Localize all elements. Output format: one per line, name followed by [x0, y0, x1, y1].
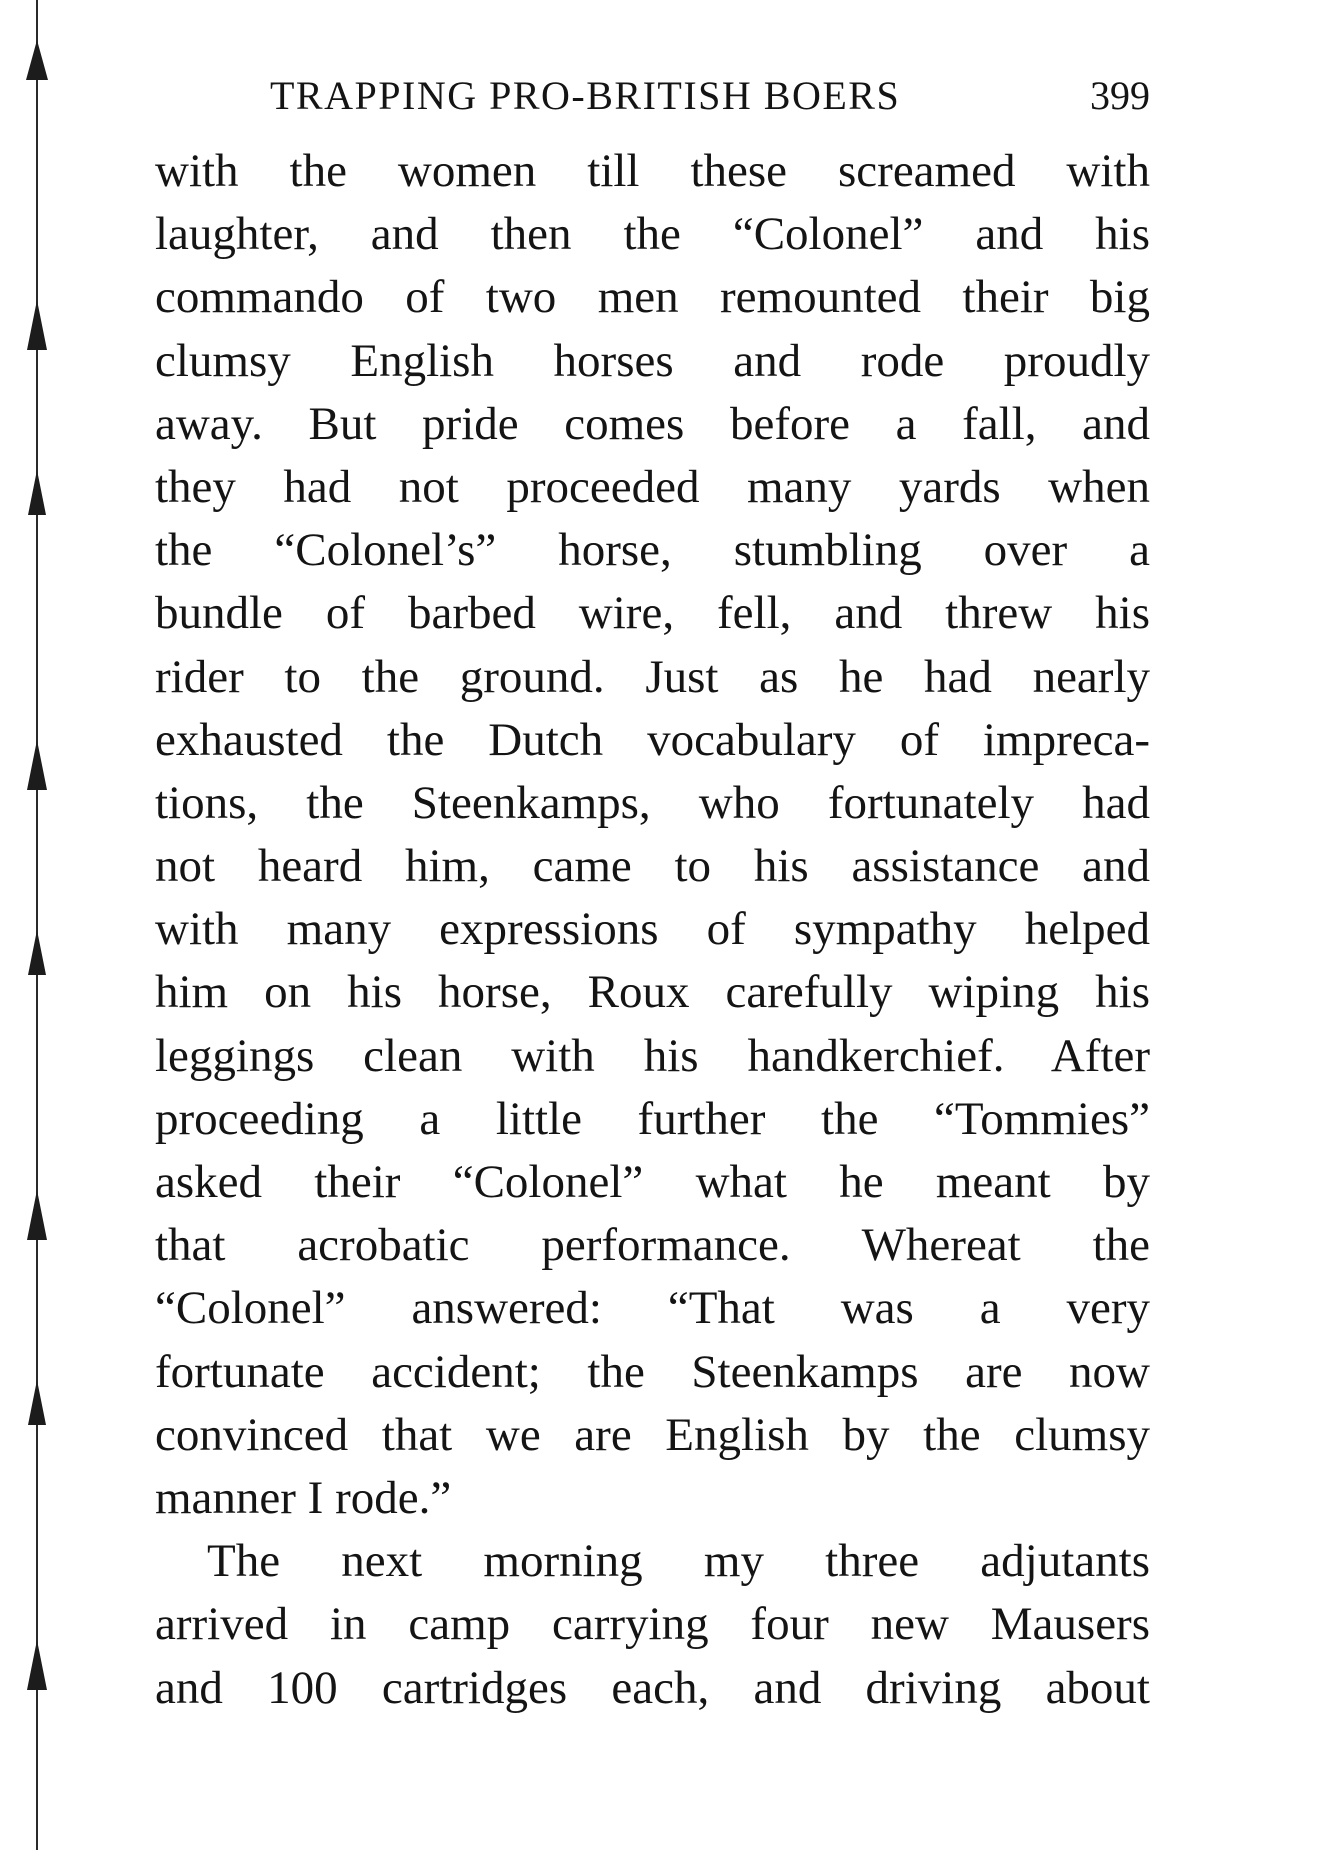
text-line: bundle of barbed wire, fell, and threw his [155, 587, 1150, 640]
text-line: rider to the ground. Just as he had nearly [155, 650, 1150, 703]
text-line: proceeding a little further the “Tommies” [155, 1092, 1150, 1145]
text-line: fortunate accident; the Steenkamps are now [155, 1345, 1150, 1398]
page-binding-edge [22, 0, 52, 1850]
text-line: The next morning my three adjutants [207, 1535, 1150, 1588]
text-line: leggings clean with his handkerchief. After [155, 1029, 1150, 1082]
text-line: convinced that we are English by the clumsy [155, 1408, 1150, 1461]
running-head: TRAPPING PRO-BRITISH BOERS [270, 73, 901, 118]
text-line: the “Colonel’s” horse, stumbling over a [155, 524, 1150, 577]
text-line: with many expressions of sympathy helped [155, 903, 1150, 956]
text-line: commando of two men remounted their big [155, 271, 1150, 324]
page-number: 399 [1090, 73, 1150, 118]
text-line: “Colonel” answered: “That was a very [155, 1282, 1150, 1335]
text-line: asked their “Colonel” what he meant by [155, 1156, 1150, 1208]
text-line: away. But pride comes before a fall, and [155, 397, 1150, 450]
text-line: that acrobatic performance. Whereat the [155, 1219, 1150, 1272]
text-line: not heard him, came to his assistance and [155, 840, 1150, 893]
text-line: they had not proceeded many yards when [155, 460, 1150, 513]
body-text [155, 140, 1150, 1720]
text-line: him on his horse, Roux carefully wiping his [155, 966, 1150, 1019]
text-line: manner I rode.” [155, 1471, 452, 1524]
text-line: laughter, and then the “Colonel” and his [155, 208, 1150, 261]
text-line: with the women till these screamed with [155, 145, 1150, 197]
text-line: arrived in camp carrying four new Mausers [155, 1598, 1150, 1651]
page-header [270, 70, 1150, 122]
text-line: and 100 cartridges each, and driving about [155, 1661, 1150, 1714]
text-line: tions, the Steenkamps, who fortunately had [155, 776, 1150, 829]
text-line: exhausted the Dutch vocabulary of impreca- [155, 713, 1150, 766]
text-line: clumsy English horses and rode proudly [155, 334, 1150, 387]
